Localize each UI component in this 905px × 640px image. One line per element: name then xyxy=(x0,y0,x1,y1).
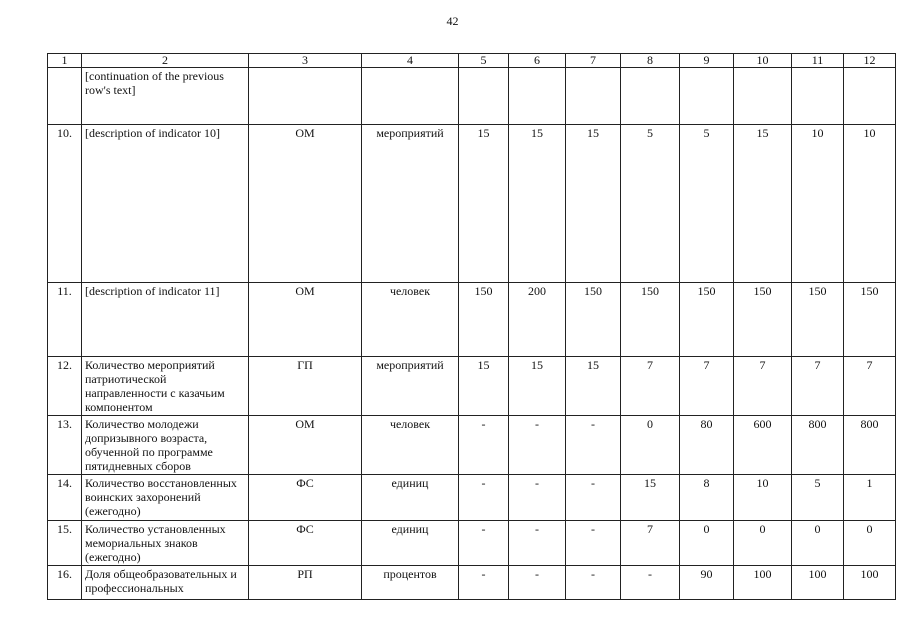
value-cell: 90 xyxy=(680,566,734,600)
value-cell: 5 xyxy=(621,125,680,283)
value-cell: 15 xyxy=(509,125,566,283)
value-cell: - xyxy=(566,416,621,475)
row-number: 16. xyxy=(48,566,82,600)
value-cell xyxy=(792,68,844,125)
value-cell: 15 xyxy=(621,475,680,521)
indicators-table xyxy=(47,53,896,600)
value-cell: 5 xyxy=(792,475,844,521)
value-cell: 100 xyxy=(844,566,896,600)
unit-of-measure: единиц xyxy=(362,475,459,521)
table-row xyxy=(48,357,896,416)
value-cell: 15 xyxy=(734,125,792,283)
value-cell: 0 xyxy=(734,521,792,566)
value-cell: 5 xyxy=(680,125,734,283)
value-cell: - xyxy=(509,416,566,475)
unit-of-measure: мероприятий xyxy=(362,125,459,283)
value-cell: - xyxy=(566,521,621,566)
column-header-2: 2 xyxy=(82,54,249,68)
value-cell: 150 xyxy=(792,283,844,357)
value-cell: 0 xyxy=(680,521,734,566)
value-cell: - xyxy=(566,566,621,600)
column-header-11: 11 xyxy=(792,54,844,68)
value-cell: 150 xyxy=(621,283,680,357)
indicator-type: ОМ xyxy=(249,125,362,283)
column-header-7: 7 xyxy=(566,54,621,68)
unit-of-measure: человек xyxy=(362,416,459,475)
row-number xyxy=(48,68,82,125)
value-cell: 200 xyxy=(509,283,566,357)
value-cell: 150 xyxy=(680,283,734,357)
value-cell: 7 xyxy=(792,357,844,416)
value-cell: 150 xyxy=(459,283,509,357)
value-cell: 150 xyxy=(734,283,792,357)
indicator-type: ОМ xyxy=(249,416,362,475)
value-cell: 800 xyxy=(844,416,896,475)
column-header-5: 5 xyxy=(459,54,509,68)
table-row xyxy=(48,283,896,357)
value-cell xyxy=(680,68,734,125)
value-cell: - xyxy=(509,475,566,521)
indicator-name: [description of indicator 11] xyxy=(82,283,249,357)
row-number: 12. xyxy=(48,357,82,416)
column-header-12: 12 xyxy=(844,54,896,68)
table-row xyxy=(48,125,896,283)
value-cell: 7 xyxy=(734,357,792,416)
indicator-type: ОМ xyxy=(249,283,362,357)
value-cell: 1 xyxy=(844,475,896,521)
value-cell: - xyxy=(459,521,509,566)
value-cell: 15 xyxy=(509,357,566,416)
column-header-6: 6 xyxy=(509,54,566,68)
value-cell: - xyxy=(459,566,509,600)
value-cell: - xyxy=(459,475,509,521)
column-header-10: 10 xyxy=(734,54,792,68)
value-cell: 0 xyxy=(844,521,896,566)
value-cell: 0 xyxy=(621,416,680,475)
value-cell: 600 xyxy=(734,416,792,475)
column-header-4: 4 xyxy=(362,54,459,68)
value-cell: 800 xyxy=(792,416,844,475)
value-cell: 7 xyxy=(844,357,896,416)
value-cell xyxy=(459,68,509,125)
indicator-type: ФС xyxy=(249,475,362,521)
indicator-name: Количество восстановленных воинских захоронений (ежегодно) xyxy=(82,475,249,521)
value-cell: 7 xyxy=(621,357,680,416)
value-cell: - xyxy=(621,566,680,600)
indicator-type: ФС xyxy=(249,521,362,566)
value-cell xyxy=(509,68,566,125)
table-row xyxy=(48,416,896,475)
column-header-9: 9 xyxy=(680,54,734,68)
value-cell: 80 xyxy=(680,416,734,475)
value-cell: - xyxy=(509,521,566,566)
indicator-name: Количество установленных мемориальных знаков (ежегодно) xyxy=(82,521,249,566)
row-number: 13. xyxy=(48,416,82,475)
value-cell: 15 xyxy=(459,125,509,283)
unit-of-measure: человек xyxy=(362,283,459,357)
row-number: 15. xyxy=(48,521,82,566)
value-cell: 7 xyxy=(680,357,734,416)
value-cell: 0 xyxy=(792,521,844,566)
value-cell: 100 xyxy=(792,566,844,600)
value-cell xyxy=(566,68,621,125)
value-cell: 10 xyxy=(792,125,844,283)
page-number: 42 xyxy=(446,14,459,28)
column-header-3: 3 xyxy=(249,54,362,68)
table-row xyxy=(48,566,896,600)
indicator-type: ГП xyxy=(249,357,362,416)
unit-of-measure: процентов xyxy=(362,566,459,600)
row-number: 11. xyxy=(48,283,82,357)
indicator-name: [continuation of the previous row's text] xyxy=(82,68,249,125)
value-cell: - xyxy=(566,475,621,521)
indicator-name: Количество мероприятий патриотической направленности с казачьим компонентом xyxy=(82,357,249,416)
value-cell: 15 xyxy=(459,357,509,416)
value-cell: 100 xyxy=(734,566,792,600)
unit-of-measure xyxy=(362,68,459,125)
value-cell: 7 xyxy=(621,521,680,566)
value-cell: 8 xyxy=(680,475,734,521)
indicator-type xyxy=(249,68,362,125)
column-header-8: 8 xyxy=(621,54,680,68)
value-cell: 15 xyxy=(566,357,621,416)
value-cell: - xyxy=(459,416,509,475)
value-cell: 10 xyxy=(844,125,896,283)
value-cell: - xyxy=(509,566,566,600)
indicator-name: Доля общеобразовательных и профессиональных xyxy=(82,566,249,600)
value-cell: 10 xyxy=(734,475,792,521)
value-cell xyxy=(621,68,680,125)
table-row xyxy=(48,68,896,125)
row-number: 14. xyxy=(48,475,82,521)
unit-of-measure: мероприятий xyxy=(362,357,459,416)
column-header-1: 1 xyxy=(48,54,82,68)
value-cell: 15 xyxy=(566,125,621,283)
table-row xyxy=(48,475,896,521)
value-cell: 150 xyxy=(566,283,621,357)
row-number: 10. xyxy=(48,125,82,283)
indicator-name: Количество молодежи допризывного возраста, обученной по программе пятидневных сборов xyxy=(82,416,249,475)
value-cell xyxy=(844,68,896,125)
value-cell: 150 xyxy=(844,283,896,357)
unit-of-measure: единиц xyxy=(362,521,459,566)
indicator-type: РП xyxy=(249,566,362,600)
value-cell xyxy=(734,68,792,125)
header-row xyxy=(48,54,896,68)
indicator-name: [description of indicator 10] xyxy=(82,125,249,283)
table-row xyxy=(48,521,896,566)
